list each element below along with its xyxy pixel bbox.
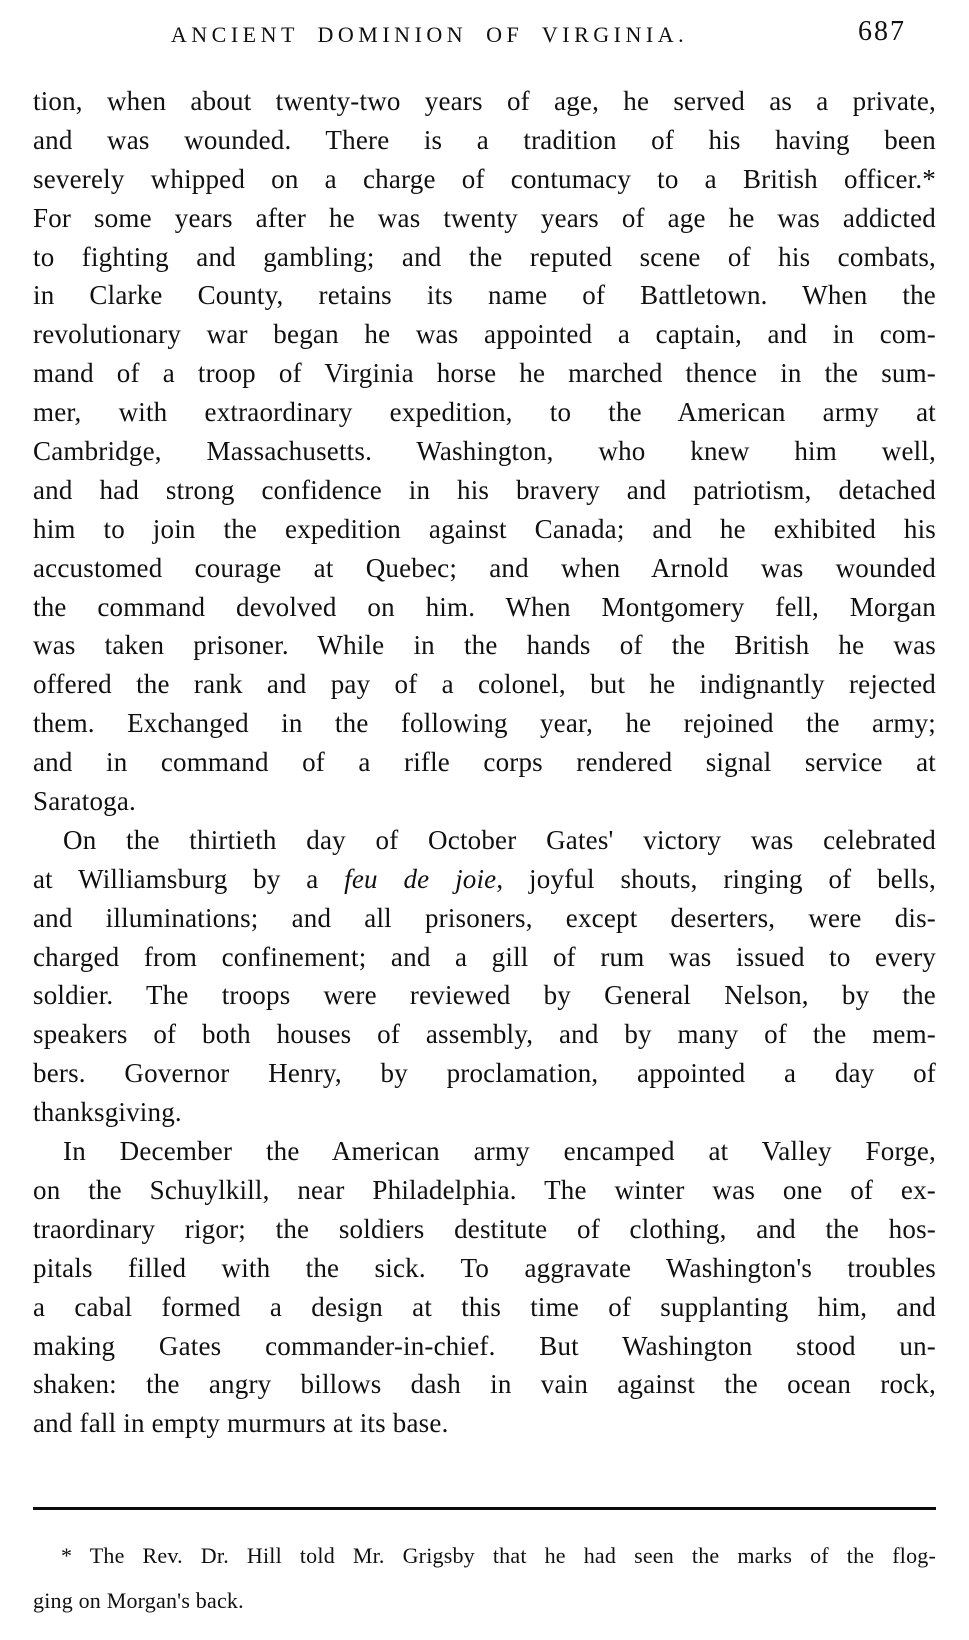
text-line: and was wounded. There is a tradition of his having been (33, 124, 936, 155)
text-line: shaken: the angry billows dash in vain against the ocean rock, (33, 1369, 936, 1400)
page-body (33, 82, 936, 1443)
page-header (33, 16, 936, 58)
text-line: soldier. The troops were reviewed by General Nelson, by the (33, 980, 936, 1011)
text-line: On the thirtieth day of October Gates' victory was celebrated (63, 824, 936, 855)
text-line: mand of a troop of Virginia horse he marched thence in the sum- (33, 358, 936, 389)
page-number: 687 (858, 16, 906, 47)
text-line: was taken prisoner. While in the hands of the British he was (33, 630, 936, 661)
text-line: charged from confinement; and a gill of rum was issued to every (33, 941, 936, 972)
text-line: making Gates commander-in-chief. But Washington stood un- (33, 1330, 936, 1361)
text-segment: , joyful shouts, ringing of bells, (496, 863, 936, 894)
text-line: and in command of a rifle corps rendered signal service at (33, 747, 936, 778)
text-line: severely whipped on a charge of contumacy to a British officer.* (33, 163, 936, 194)
paragraph (33, 821, 936, 1132)
running-title: ANCIENT DOMINION OF VIRGINIA. (170, 22, 689, 47)
footnote-line: * The Rev. Dr. Hill told Mr. Grigsby that he had seen the marks of the flog- (61, 1543, 936, 1569)
footnote-separator (33, 1507, 936, 1510)
text-line: tion, when about twenty-two years of age, he served as a private, (33, 86, 936, 116)
text-line: pitals filled with the sick. To aggravate Washington's troubles (33, 1252, 936, 1283)
paragraph (33, 1132, 936, 1443)
text-line: him to join the expedition against Canada; and he exhibited his (33, 513, 936, 544)
text-line: offered the rank and pay of a colonel, but he indignantly rejected (33, 669, 936, 700)
text-line: a cabal formed a design at this time of supplanting him, and (33, 1291, 936, 1322)
text-line: traordinary rigor; the soldiers destitute of clothing, and the hos- (33, 1213, 936, 1244)
footnote-line: ging on Morgan's back. (33, 1588, 244, 1614)
paragraph (33, 82, 936, 821)
text-line: and fall in empty murmurs at its base. (33, 1408, 449, 1439)
text-line (33, 860, 936, 899)
footnote (33, 1533, 936, 1623)
text-line: them. Exchanged in the following year, he rejoined the army; (33, 708, 936, 739)
italic-phrase: feu de joie (344, 863, 497, 894)
text-line: on the Schuylkill, near Philadelphia. The winter was one of ex- (33, 1174, 936, 1205)
text-line: bers. Governor Henry, by proclamation, appointed a day of (33, 1058, 936, 1089)
text-segment: at Williamsburg by a (33, 863, 345, 894)
text-line: accustomed courage at Quebec; and when Arnold was wounded (33, 552, 936, 583)
text-line: For some years after he was twenty years of age he was addicted (33, 202, 936, 233)
text-line: In December the American army encamped at Valley Forge, (63, 1136, 936, 1167)
text-line: and illuminations; and all prisoners, except deserters, were dis- (33, 902, 936, 933)
text-line: in Clarke County, retains its name of Battletown. When the (33, 280, 936, 311)
text-line: mer, with extraordinary expedition, to the American army at (33, 397, 936, 428)
text-line: and had strong confidence in his bravery and patriotism, detached (33, 474, 936, 505)
text-line: revolutionary war began he was appointed a captain, and in com- (33, 319, 936, 350)
text-line: Saratoga. (33, 786, 137, 817)
text-line: to fighting and gambling; and the reputed scene of his combats, (33, 241, 936, 272)
text-line: thanksgiving. (33, 1097, 182, 1128)
text-line: speakers of both houses of assembly, and by many of the mem- (33, 1019, 936, 1050)
text-line: the command devolved on him. When Montgomery fell, Morgan (33, 591, 936, 622)
text-line: Cambridge, Massachusetts. Washington, who knew him well, (33, 436, 936, 467)
